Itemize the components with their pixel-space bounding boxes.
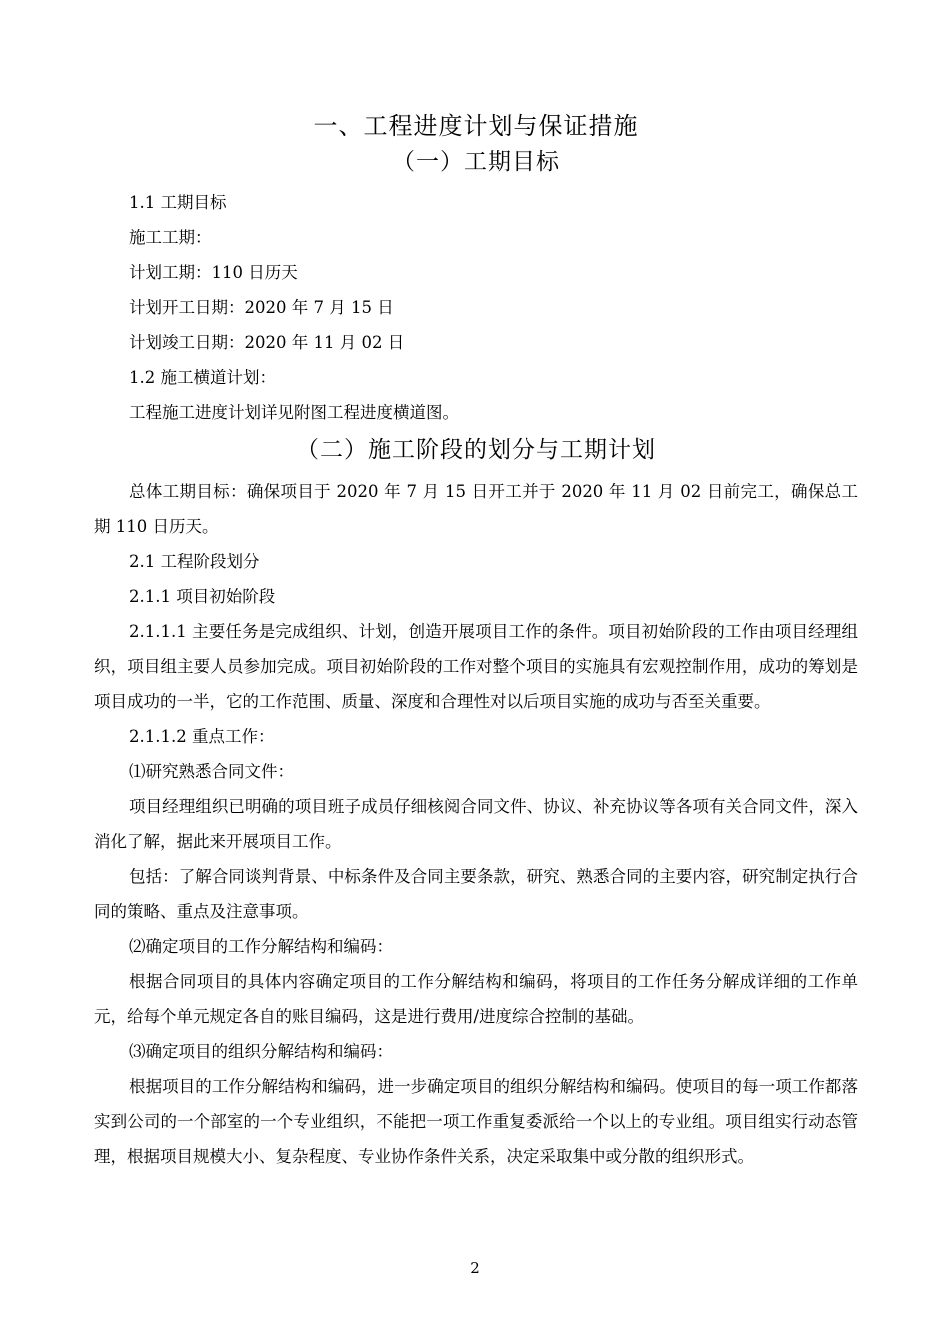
paragraph: ⑴研究熟悉合同文件：: [129, 762, 294, 781]
page-title: 一、工程进度计划与保证措施: [313, 112, 639, 140]
paragraph: 计划竣工日期：2020 年 11 月 02 日: [129, 333, 405, 352]
section-heading-2: （二）施工阶段的划分与工期计划: [296, 437, 656, 463]
paragraph: ⑵确定项目的工作分解结构和编码：: [129, 937, 393, 956]
section-body-1: [94, 185, 858, 430]
paragraph: 施工工期：: [129, 228, 212, 247]
paragraph: 计划工期：110 日历天: [129, 263, 298, 282]
paragraph: 2.1.1.2 重点工作：: [129, 727, 275, 746]
paragraph: 根据合同项目的具体内容确定项目的工作分解结构和编码，将项目的工作任务分解成详细的工作单元，给每个单元规定各自的账目编码，这是进行费用/进度综合控制的基础。: [94, 972, 858, 1026]
paragraph: ⑶确定项目的组织分解结构和编码：: [129, 1042, 393, 1061]
paragraph: 2.1.1 项目初始阶段: [129, 587, 276, 606]
section-heading-1: （一）工期目标: [392, 149, 560, 175]
paragraph: 总体工期目标：确保项目于 2020 年 7 月 15 日开工并于 2020 年 11 月 02 日前完工，确保总工期 110 日历天。: [94, 482, 858, 536]
section-body-2: [94, 474, 858, 1174]
page-number: 2: [470, 1259, 480, 1277]
paragraph: 计划开工日期：2020 年 7 月 15 日: [129, 298, 394, 317]
paragraph: 根据项目的工作分解结构和编码，进一步确定项目的组织分解结构和编码。使项目的每一项工作都落实到公司的一个部室的一个专业组织，不能把一项工作重复委派给一个以上的专业组。项目组实行动态管理，根据项目规模大小、复杂程度、专业协作条件关系，决定采取集中或分散的组织形式。: [94, 1077, 858, 1166]
paragraph: 工程施工进度计划详见附图工程进度横道图。: [129, 403, 459, 422]
paragraph: 包括：了解合同谈判背景、中标条件及合同主要条款，研究、熟悉合同的主要内容，研究制定执行合同的策略、重点及注意事项。: [94, 867, 858, 921]
paragraph: 1.1 工期目标: [129, 193, 227, 212]
paragraph: 2.1 工程阶段划分: [129, 552, 260, 571]
paragraph: 2.1.1.1 主要任务是完成组织、计划，创造开展项目工作的条件。项目初始阶段的工作由项目经理组织，项目组主要人员参加完成。项目初始阶段的工作对整个项目的实施具有宏观控制作用，成功的筹划是项目成功的一半，它的工作范围、质量、深度和合理性对以后项目实施的成功与否至关重要。: [94, 622, 858, 711]
paragraph: 1.2 施工横道计划：: [129, 368, 276, 387]
page-content: [94, 108, 858, 1174]
paragraph: 项目经理组织已明确的项目班子成员仔细核阅合同文件、协议、补充协议等各项有关合同文件，深入消化了解，据此来开展项目工作。: [94, 797, 858, 851]
